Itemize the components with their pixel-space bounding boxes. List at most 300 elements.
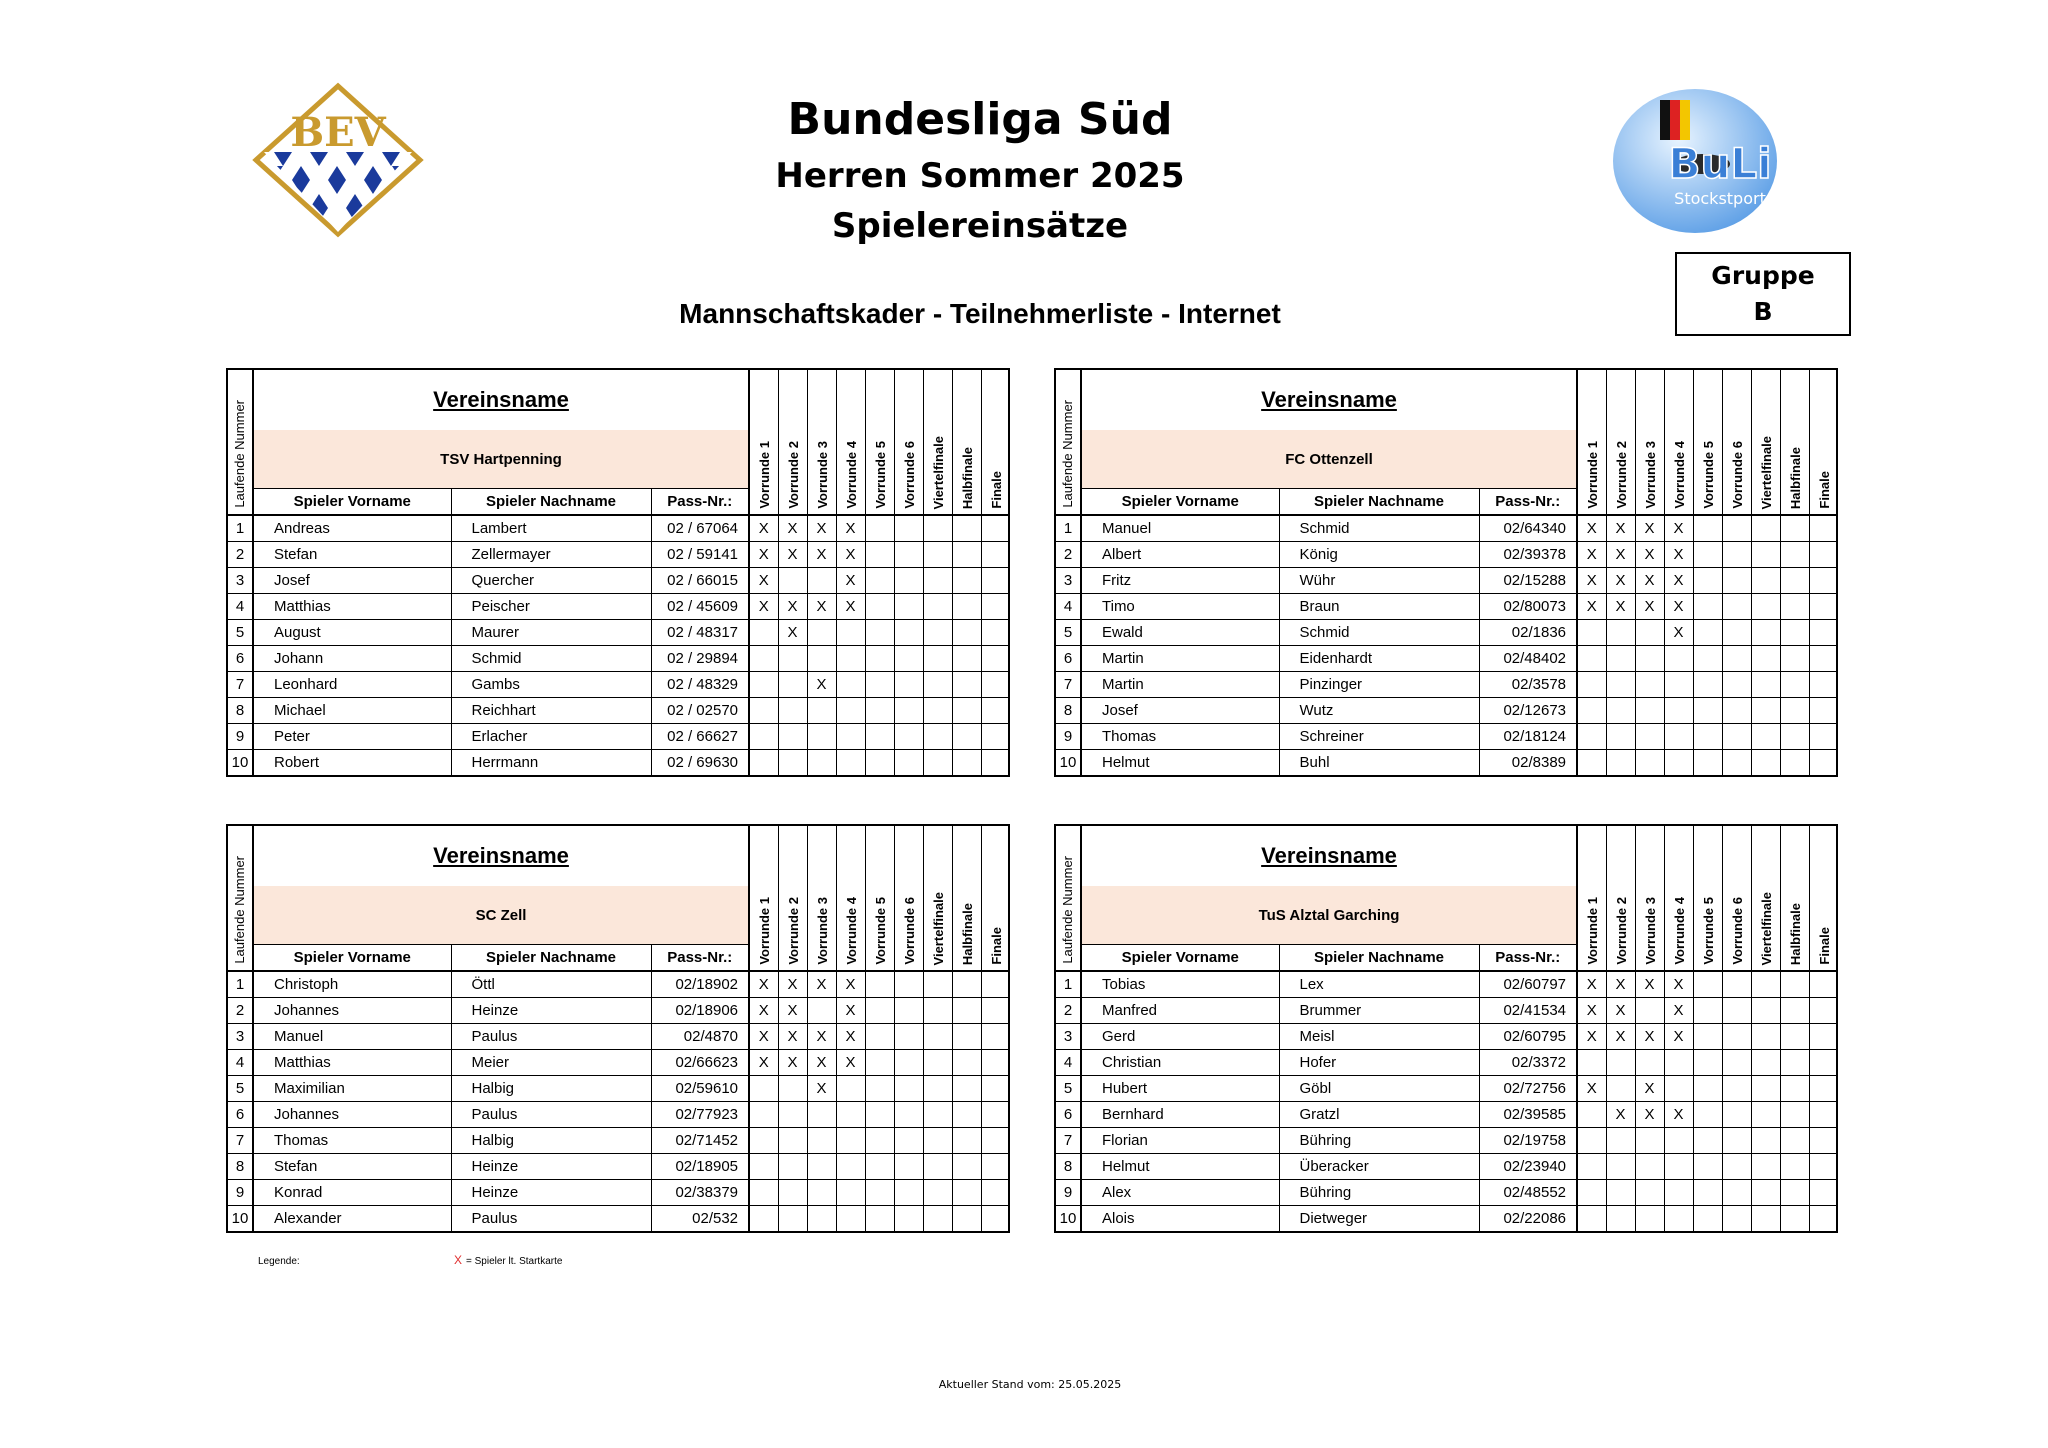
table-row	[1055, 998, 1837, 1024]
round-mark: X	[1577, 515, 1606, 542]
player-vorname: Florian	[1081, 1128, 1279, 1154]
round-mark	[865, 750, 894, 777]
player-vorname: Josef	[1081, 698, 1279, 724]
round-mark	[1664, 1180, 1693, 1206]
player-vorname: Tobias	[1081, 971, 1279, 998]
round-mark	[865, 1128, 894, 1154]
round-header-label: Vorrunde 6	[1729, 441, 1745, 509]
round-mark	[923, 568, 952, 594]
round-header-label: Vorrunde 1	[1585, 441, 1601, 509]
round-mark: X	[807, 971, 836, 998]
round-mark: X	[1664, 542, 1693, 568]
round-mark	[1577, 1180, 1606, 1206]
player-vorname: August	[253, 620, 451, 646]
round-mark	[894, 542, 923, 568]
round-mark	[1751, 1128, 1780, 1154]
round-mark	[1722, 998, 1751, 1024]
player-pass: 02/18905	[651, 1154, 749, 1180]
player-nachname: Paulus	[451, 1102, 651, 1128]
player-vorname: Christian	[1081, 1050, 1279, 1076]
round-mark	[1780, 1076, 1809, 1102]
player-nachname: Reichhart	[451, 698, 651, 724]
player-number: 6	[1055, 646, 1081, 672]
round-mark	[923, 750, 952, 777]
roster-table	[1054, 824, 1838, 1233]
round-mark	[1664, 1050, 1693, 1076]
round-mark	[836, 672, 865, 698]
player-pass: 02/64340	[1479, 515, 1577, 542]
round-mark	[952, 1050, 981, 1076]
player-number: 9	[1055, 1180, 1081, 1206]
round-header	[1809, 369, 1837, 515]
round-mark	[894, 646, 923, 672]
round-mark	[894, 515, 923, 542]
player-number: 6	[1055, 1102, 1081, 1128]
round-mark	[778, 1154, 807, 1180]
lfd-header	[227, 369, 253, 515]
player-pass: 02 / 66015	[651, 568, 749, 594]
round-mark	[952, 672, 981, 698]
roster-table	[226, 824, 1010, 1233]
player-nachname: Schmid	[451, 646, 651, 672]
player-nachname: Meisl	[1279, 1024, 1479, 1050]
round-mark	[749, 1154, 778, 1180]
round-mark	[749, 750, 778, 777]
round-mark	[1635, 646, 1664, 672]
round-header-label: Vorrunde 4	[1671, 441, 1687, 509]
round-mark	[1751, 515, 1780, 542]
player-vorname: Helmut	[1081, 750, 1279, 777]
round-header	[749, 825, 778, 971]
player-pass: 02 / 66627	[651, 724, 749, 750]
player-pass: 02/4870	[651, 1024, 749, 1050]
team-name: FC Ottenzell	[1081, 430, 1577, 489]
round-mark	[1780, 568, 1809, 594]
round-mark	[1693, 698, 1722, 724]
table-row	[1055, 646, 1837, 672]
nachname-header: Spieler Nachname	[451, 945, 651, 972]
player-number: 1	[1055, 971, 1081, 998]
legend-label: Legende:	[258, 1256, 300, 1267]
round-mark	[1606, 1180, 1635, 1206]
round-mark	[1693, 1102, 1722, 1128]
player-vorname: Josef	[253, 568, 451, 594]
player-nachname: Herrmann	[451, 750, 651, 777]
round-mark	[865, 724, 894, 750]
table-row	[1055, 542, 1837, 568]
player-number: 7	[1055, 672, 1081, 698]
player-number: 7	[227, 1128, 253, 1154]
round-mark	[807, 1206, 836, 1233]
player-number: 4	[1055, 594, 1081, 620]
lfd-header-label: Laufende Nummer	[232, 400, 247, 508]
player-pass: 02/60797	[1479, 971, 1577, 998]
round-mark	[1722, 1050, 1751, 1076]
round-mark	[778, 1128, 807, 1154]
footer-date: Aktueller Stand vom: 25.05.2025	[938, 1378, 1122, 1391]
round-mark	[1780, 698, 1809, 724]
round-mark	[952, 1076, 981, 1102]
round-header	[865, 369, 894, 515]
round-mark	[1722, 971, 1751, 998]
round-mark	[1606, 698, 1635, 724]
round-mark	[1635, 1206, 1664, 1233]
round-mark: X	[1606, 1024, 1635, 1050]
round-mark	[952, 542, 981, 568]
table-row	[227, 750, 1009, 777]
round-mark	[1809, 1180, 1837, 1206]
pass-header: Pass-Nr.:	[1479, 489, 1577, 516]
round-mark: X	[1606, 1102, 1635, 1128]
vorname-header: Spieler Vorname	[253, 489, 451, 516]
player-vorname: Fritz	[1081, 568, 1279, 594]
round-mark	[1693, 971, 1722, 998]
round-mark	[865, 1206, 894, 1233]
player-pass: 02 / 48317	[651, 620, 749, 646]
player-vorname: Manfred	[1081, 998, 1279, 1024]
round-mark	[923, 646, 952, 672]
round-mark	[894, 568, 923, 594]
round-mark: X	[749, 998, 778, 1024]
player-pass: 02/18902	[651, 971, 749, 998]
table-row	[1055, 1050, 1837, 1076]
round-mark	[952, 646, 981, 672]
round-header-label: Vorrunde 6	[1729, 897, 1745, 965]
legend-symbol: X	[454, 1253, 463, 1267]
round-mark	[1809, 1024, 1837, 1050]
player-pass: 02/8389	[1479, 750, 1577, 777]
round-mark: X	[807, 594, 836, 620]
player-number: 1	[227, 515, 253, 542]
table-row	[1055, 1180, 1837, 1206]
table-row	[227, 542, 1009, 568]
player-vorname: Gerd	[1081, 1024, 1279, 1050]
player-pass: 02/1836	[1479, 620, 1577, 646]
table-row	[1055, 672, 1837, 698]
round-mark	[923, 971, 952, 998]
player-vorname: Matthias	[253, 594, 451, 620]
round-mark	[1635, 998, 1664, 1024]
round-mark: X	[1664, 1102, 1693, 1128]
round-mark: X	[1606, 971, 1635, 998]
player-nachname: Zellermayer	[451, 542, 651, 568]
round-mark: X	[1577, 998, 1606, 1024]
round-mark	[807, 646, 836, 672]
round-mark	[1751, 1206, 1780, 1233]
player-nachname: Maurer	[451, 620, 651, 646]
player-vorname: Thomas	[253, 1128, 451, 1154]
round-header-label: Vorrunde 3	[1642, 897, 1658, 965]
page-subtitle: Herren Sommer 2025	[775, 156, 1185, 196]
round-mark	[1606, 724, 1635, 750]
round-mark	[1577, 1050, 1606, 1076]
round-mark	[952, 1154, 981, 1180]
round-mark	[1722, 594, 1751, 620]
round-mark	[1809, 1128, 1837, 1154]
player-nachname: Heinze	[451, 998, 651, 1024]
player-pass: 02/3578	[1479, 672, 1577, 698]
round-mark	[1577, 750, 1606, 777]
roster-table	[226, 368, 1010, 777]
round-mark	[807, 1102, 836, 1128]
player-pass: 02 / 48329	[651, 672, 749, 698]
round-mark	[1780, 971, 1809, 998]
round-mark: X	[1606, 568, 1635, 594]
vereinsname-label: Vereinsname	[433, 843, 569, 868]
round-mark	[923, 672, 952, 698]
round-mark	[836, 620, 865, 646]
player-pass: 02/60795	[1479, 1024, 1577, 1050]
table-row	[1055, 620, 1837, 646]
round-mark	[923, 594, 952, 620]
player-number: 1	[1055, 515, 1081, 542]
table-row	[227, 971, 1009, 998]
round-mark	[1780, 542, 1809, 568]
round-mark	[1809, 594, 1837, 620]
round-mark	[1693, 542, 1722, 568]
round-mark	[1751, 750, 1780, 777]
player-number: 6	[227, 1102, 253, 1128]
player-number: 5	[227, 620, 253, 646]
round-mark	[749, 620, 778, 646]
vereinsname-header	[253, 369, 749, 430]
round-mark	[1577, 1102, 1606, 1128]
round-mark	[1809, 998, 1837, 1024]
round-mark: X	[836, 1024, 865, 1050]
round-mark: X	[778, 515, 807, 542]
player-nachname: Paulus	[451, 1206, 651, 1233]
round-header	[923, 825, 952, 971]
table-row	[1055, 515, 1837, 542]
round-mark	[981, 971, 1009, 998]
pass-header: Pass-Nr.:	[651, 945, 749, 972]
round-mark: X	[1664, 998, 1693, 1024]
round-mark: X	[807, 1050, 836, 1076]
player-number: 4	[227, 1050, 253, 1076]
round-header	[952, 369, 981, 515]
round-header	[981, 369, 1009, 515]
round-mark	[1635, 724, 1664, 750]
round-header	[894, 825, 923, 971]
round-mark	[981, 594, 1009, 620]
round-header	[1606, 825, 1635, 971]
round-mark	[749, 1076, 778, 1102]
round-mark	[1606, 1128, 1635, 1154]
table-row	[227, 1076, 1009, 1102]
round-mark	[749, 1128, 778, 1154]
player-nachname: Halbig	[451, 1076, 651, 1102]
player-number: 8	[1055, 1154, 1081, 1180]
nachname-header: Spieler Nachname	[1279, 489, 1479, 516]
player-vorname: Robert	[253, 750, 451, 777]
player-nachname: Bühring	[1279, 1180, 1479, 1206]
round-mark	[1809, 568, 1837, 594]
round-mark	[836, 1154, 865, 1180]
player-number: 10	[1055, 750, 1081, 777]
player-vorname: Michael	[253, 698, 451, 724]
team-name: TSV Hartpenning	[253, 430, 749, 489]
round-header	[778, 369, 807, 515]
round-mark	[1809, 1206, 1837, 1233]
player-nachname: Dietweger	[1279, 1206, 1479, 1233]
round-mark	[1722, 698, 1751, 724]
round-mark	[1577, 672, 1606, 698]
lfd-header-label: Laufende Nummer	[1060, 856, 1075, 964]
player-number: 6	[227, 646, 253, 672]
round-mark	[1722, 1102, 1751, 1128]
player-nachname: Eidenhardt	[1279, 646, 1479, 672]
round-mark	[981, 1076, 1009, 1102]
round-mark	[1693, 515, 1722, 542]
round-mark: X	[1577, 1024, 1606, 1050]
round-mark	[1635, 620, 1664, 646]
player-pass: 02 / 29894	[651, 646, 749, 672]
player-nachname: Schreiner	[1279, 724, 1479, 750]
player-pass: 02/77923	[651, 1102, 749, 1128]
player-pass: 02/48552	[1479, 1180, 1577, 1206]
table-row	[227, 620, 1009, 646]
round-mark	[894, 1154, 923, 1180]
player-nachname: Gambs	[451, 672, 651, 698]
player-nachname: Brummer	[1279, 998, 1479, 1024]
round-mark	[981, 1050, 1009, 1076]
round-mark: X	[778, 542, 807, 568]
round-mark	[894, 594, 923, 620]
round-mark	[1664, 646, 1693, 672]
round-mark	[1722, 1128, 1751, 1154]
svg-text:BEV: BEV	[290, 109, 386, 156]
table-row	[227, 1154, 1009, 1180]
round-mark	[1606, 1154, 1635, 1180]
round-mark: X	[1606, 515, 1635, 542]
round-mark	[952, 1102, 981, 1128]
round-mark	[865, 1102, 894, 1128]
vereinsname-header	[1081, 825, 1577, 886]
round-header-label: Viertelfinale	[930, 435, 946, 509]
round-header-label: Vorrunde 1	[757, 897, 773, 965]
round-mark	[1751, 971, 1780, 998]
round-mark: X	[778, 620, 807, 646]
round-mark	[894, 1076, 923, 1102]
round-mark: X	[778, 1050, 807, 1076]
svg-text:Stockstport: Stockstport	[1674, 189, 1766, 208]
team-name: TuS Alztal Garching	[1081, 886, 1577, 945]
round-header	[1809, 825, 1837, 971]
player-nachname: Hofer	[1279, 1050, 1479, 1076]
round-mark	[1664, 1206, 1693, 1233]
round-header	[778, 825, 807, 971]
round-header	[1577, 369, 1606, 515]
table-row	[1055, 971, 1837, 998]
player-vorname: Manuel	[253, 1024, 451, 1050]
player-pass: 02 / 59141	[651, 542, 749, 568]
round-mark: X	[749, 971, 778, 998]
round-header-label: Vorrunde 3	[1642, 441, 1658, 509]
round-mark	[749, 1206, 778, 1233]
round-mark	[1751, 698, 1780, 724]
round-header-label: Viertelfinale	[1758, 891, 1774, 965]
round-mark	[1809, 672, 1837, 698]
lfd-header	[1055, 825, 1081, 971]
player-pass: 02 / 02570	[651, 698, 749, 724]
player-nachname: Öttl	[451, 971, 651, 998]
round-header	[836, 369, 865, 515]
player-vorname: Albert	[1081, 542, 1279, 568]
round-mark	[1809, 1102, 1837, 1128]
round-mark: X	[1664, 515, 1693, 542]
player-pass: 02/41534	[1479, 998, 1577, 1024]
round-mark	[1693, 1154, 1722, 1180]
round-mark: X	[836, 568, 865, 594]
round-mark	[865, 1050, 894, 1076]
round-mark	[1577, 1154, 1606, 1180]
round-mark	[1664, 1076, 1693, 1102]
page-title: Bundesliga Süd	[787, 94, 1173, 145]
team-table-fc-ottenzell	[1054, 368, 1838, 777]
table-row	[227, 672, 1009, 698]
player-vorname: Leonhard	[253, 672, 451, 698]
round-mark	[1722, 1024, 1751, 1050]
round-mark	[894, 1180, 923, 1206]
player-nachname: Wühr	[1279, 568, 1479, 594]
round-header	[836, 825, 865, 971]
round-mark: X	[1664, 568, 1693, 594]
round-mark	[981, 1180, 1009, 1206]
round-header	[865, 825, 894, 971]
round-header-label: Viertelfinale	[930, 891, 946, 965]
round-mark	[1606, 750, 1635, 777]
lfd-header-label: Laufende Nummer	[232, 856, 247, 964]
round-mark	[1722, 1206, 1751, 1233]
player-nachname: Göbl	[1279, 1076, 1479, 1102]
player-vorname: Alex	[1081, 1180, 1279, 1206]
round-mark	[923, 542, 952, 568]
round-mark	[1809, 1154, 1837, 1180]
round-mark	[865, 568, 894, 594]
player-number: 4	[1055, 1050, 1081, 1076]
player-number: 9	[227, 1180, 253, 1206]
player-pass: 02/22086	[1479, 1206, 1577, 1233]
round-mark	[1809, 971, 1837, 998]
round-mark	[807, 698, 836, 724]
round-mark	[1780, 1128, 1809, 1154]
round-mark	[1664, 724, 1693, 750]
round-mark	[923, 1154, 952, 1180]
player-vorname: Timo	[1081, 594, 1279, 620]
player-pass: 02/18124	[1479, 724, 1577, 750]
round-header-label: Vorrunde 3	[814, 897, 830, 965]
player-nachname: Schmid	[1279, 620, 1479, 646]
round-mark: X	[836, 515, 865, 542]
round-mark: X	[749, 568, 778, 594]
round-header-label: Vorrunde 5	[1700, 441, 1716, 509]
player-number: 5	[227, 1076, 253, 1102]
round-mark	[981, 998, 1009, 1024]
round-mark	[894, 698, 923, 724]
round-mark	[1577, 620, 1606, 646]
round-mark	[1693, 724, 1722, 750]
round-header-label: Vorrunde 4	[843, 441, 859, 509]
player-vorname: Ewald	[1081, 620, 1279, 646]
round-mark	[1722, 542, 1751, 568]
round-mark	[981, 568, 1009, 594]
round-mark	[981, 542, 1009, 568]
round-mark	[836, 1102, 865, 1128]
round-mark	[865, 620, 894, 646]
player-nachname: Pinzinger	[1279, 672, 1479, 698]
round-header	[1664, 369, 1693, 515]
player-vorname: Johannes	[253, 998, 451, 1024]
